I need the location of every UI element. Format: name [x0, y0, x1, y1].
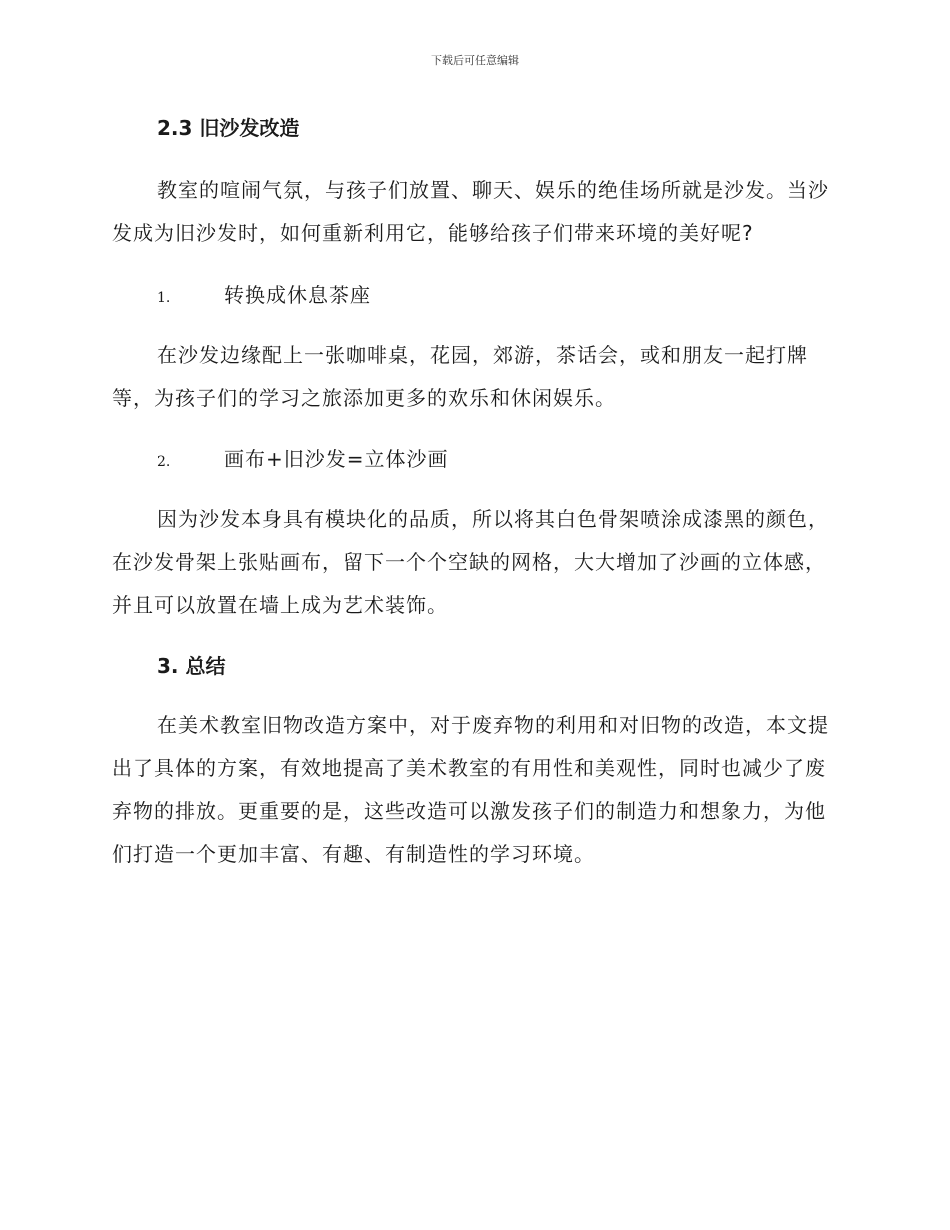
section-heading-3: 3. 总结: [157, 654, 226, 678]
section-heading-2-3: 2.3 旧沙发改造: [157, 116, 300, 140]
page-header: 下载后可任意编辑: [431, 54, 519, 67]
list-item-title: 转换成休息茶座: [224, 283, 371, 307]
document-body: [112, 112, 832, 876]
section-intro-paragraph: 教室的喧闹气氛，与孩子们放置、聊天、娱乐的绝佳场所就是沙发。当沙发成为旧沙发时，如何重新利用它，能够给孩子们带来环境的美好呢?: [112, 178, 829, 245]
list-item-1: [112, 279, 832, 314]
list-item-number: 1.: [157, 290, 171, 306]
list-item-number: 2.: [157, 454, 171, 470]
summary-paragraph: 在美术教室旧物改造方案中，对于废弃物的利用和对旧物的改造，本文提出了具体的方案，有效地提高了美术教室的有用性和美观性，同时也减少了废弃物的排放。更重要的是，这些改造可以激发孩子们的制造力和想象力，为他们打造一个更加丰富、有趣、有制造性的学习环境。: [112, 713, 829, 866]
list-item-2: [112, 443, 832, 478]
list-item-2-paragraph: 因为沙发本身具有模块化的品质，所以将其白色骨架喷涂成漆黑的颜色，在沙发骨架上张贴画布，留下一个个空缺的网格，大大增加了沙画的立体感，并且可以放置在墙上成为艺术装饰。: [112, 507, 829, 617]
list-item-title: 画布+旧沙发=立体沙画: [224, 447, 449, 471]
list-item-1-paragraph: 在沙发边缘配上一张咖啡桌，花园，郊游，茶话会，或和朋友一起打牌等，为孩子们的学习之旅添加更多的欢乐和休闲娱乐。: [112, 343, 808, 410]
